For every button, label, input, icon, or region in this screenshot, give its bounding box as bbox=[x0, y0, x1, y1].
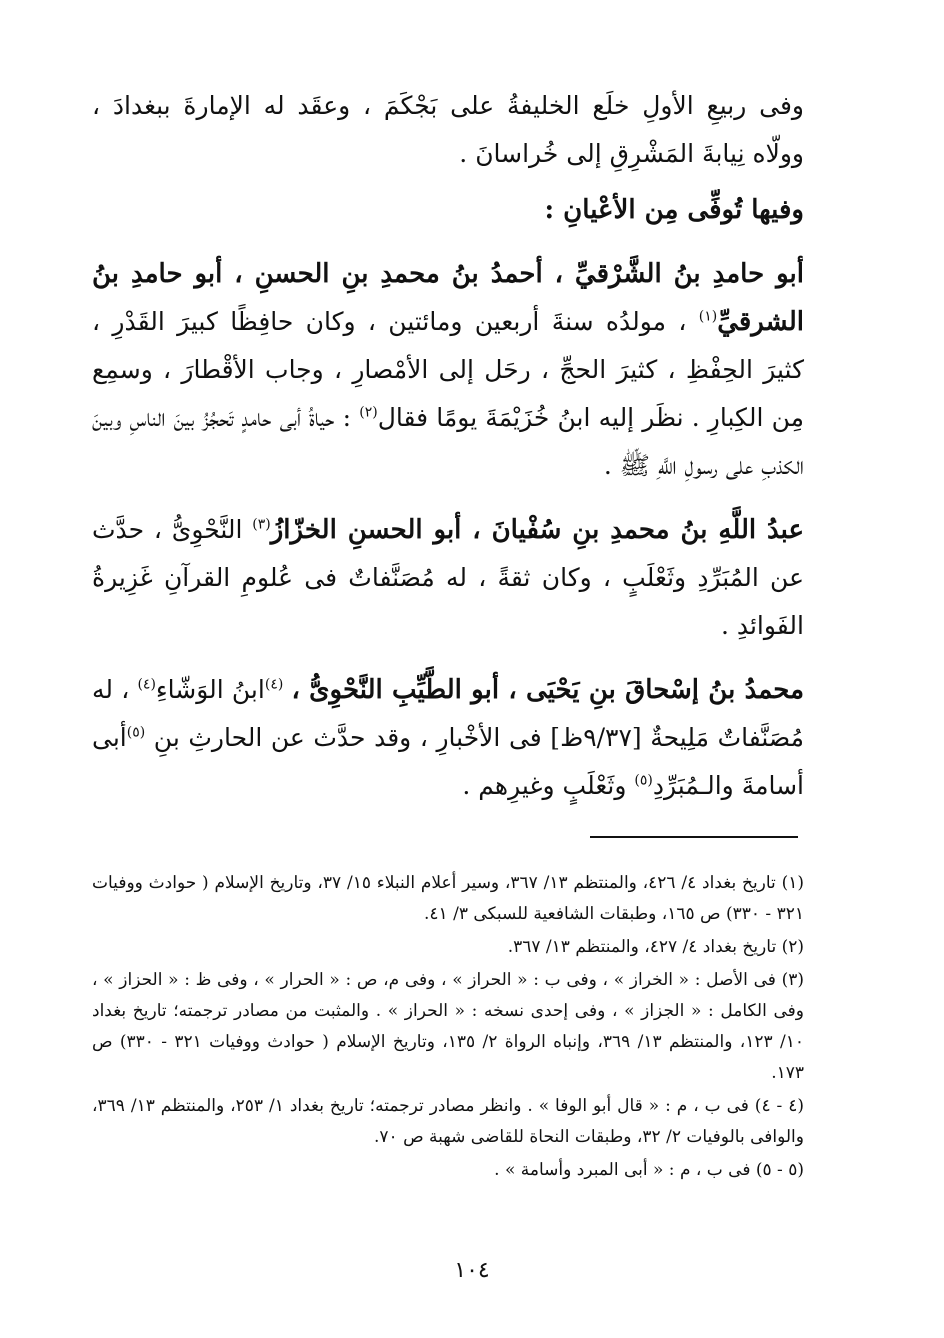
footnote: (٢) تاريخ بغداد ٤/ ٤٢٧، والمنتظم ١٣/ ٣٦٧. bbox=[507, 937, 804, 957]
footnote: (٤ - ٤) فى ب ، م : « قال أبو الوفا » . وانظر مصادر ترجمته؛ تاريخ بغداد ١/ ٢٥٣، والمنتظم ١٣/ ٣٦٩، والوافى بالوفيات ٢/ ٣٢، وطبقات النحاة للقاضى شهبة ص ٧٠. bbox=[92, 1096, 804, 1147]
footnote: (٥ - ٥) فى ب ، م : « أبى المبرد وأسامة » . bbox=[494, 1160, 804, 1180]
footnote-ref: (٤) bbox=[137, 676, 156, 693]
footnote: (٣) فى الأصل : « الخراز » ، وفى ب : « الحراز » ، وفى م، ص : « الحرار » ، وفى ظ : « الحزاز » ، وفى الكامل : « الجزاز » ، وفى إحدى نسخه : « الحراز » . والمثبت من مصادر ترجمته؛ تاريخ بغداد ١٠/ ١٢٣، والمنتظم ١٣/ ٣٦٩، وإنباه الرواة ٢/ ١٣٥، وتاريخ الإسلام ( حوادث ووفيات ٣٢١ - ٣٣٠) ص ١٧٣. bbox=[92, 970, 804, 1083]
footnote-ref: (١) bbox=[698, 308, 718, 325]
footnote-divider bbox=[590, 836, 798, 838]
footnote: (١) تاريخ بغداد ٤/ ٤٢٦، والمنتظم ١٣/ ٣٦٧، وسير أعلام النبلاء ١٥/ ٣٧، وتاريخ الإسلام ( حوادث ووفيات ٣٢١ - ٣٣٠) ص ١٦٥، وطبقات الشافعية للسبكى ٣/ ٤١. bbox=[92, 873, 804, 924]
main-text bbox=[92, 82, 804, 810]
entry-text: ، مولدُه سنةَ أربعين ومائتين ، وكان حافِظًا كبيرَ القَدْرِ ، كثيرَ الحِفْظِ ، كثيرَ الحجِّ ، رحَل إلى الأمْصارِ ، وجاب الأقْطارَ ، وسمِع مِن الكِبارِ . نظَر إليه ابنُ خُزَيْمَةَ يومًا فقال bbox=[92, 307, 804, 432]
entry-text: وثَعْلَبٍ وغيرِهم . bbox=[462, 771, 635, 800]
entry-text: : حياةُ أبى حامدٍ تَحجُزُ بينَ الناسِ وبينَ الكذبِ على رسولِ اللَّهِ ﷺ . bbox=[92, 403, 804, 480]
entry-text: أبى أسامةَ والـمُبَرِّدِ bbox=[92, 723, 804, 800]
entry-text: ابنُ الوَشّاءِ bbox=[155, 675, 265, 704]
footnote-ref: (٣) bbox=[252, 516, 271, 533]
entry-text: النَّحْوِىُّ ، حدَّث عن المُبَرِّدِ وثَعْلَبٍ ، وكان ثقةً ، له مُصَنَّفاتٌ فى عُلومِ القرآنِ غَزِيرةُ الفَوائدِ . bbox=[92, 515, 804, 640]
footnote-ref: (٥) bbox=[126, 724, 146, 741]
footnote-ref: (٢) bbox=[359, 404, 378, 421]
section-heading: وفيها تُوفِّى مِن الأعْيانِ : bbox=[544, 195, 804, 225]
footnote-ref: (٤) bbox=[264, 676, 284, 693]
footnote-ref: (٥) bbox=[634, 772, 653, 789]
person-name: أبو حامدِ بنُ الشَّرْقيِّ ، أحمدُ بنُ محمدِ بنِ الحسنِ ، أبو حامدِ بنُ الشرقيِّ bbox=[92, 259, 804, 337]
entry-text: ، له مُصَنَّفاتٌ مَلِيحةٌ [٩/٣٧ظ] فى الأخْبارِ ، وقد حدَّث عن الحارثِ بنِ bbox=[92, 675, 804, 752]
person-name: محمدُ بنُ إسْحاقَ بنِ يَحْيَى ، أبو الطَّيِّبِ النَّحْوِىُّ ، bbox=[291, 675, 805, 705]
biography-entry bbox=[92, 506, 804, 650]
biography-entry bbox=[92, 666, 804, 810]
page-number: ١٠٤ bbox=[454, 1258, 490, 1283]
person-name: عبدُ اللَّهِ بنُ محمدِ بنِ سُفْيانَ ، أبو الحسنِ الخزّازُ bbox=[270, 515, 804, 545]
biography-entry bbox=[92, 250, 804, 490]
intro-paragraph: وفى ربيعِ الأولِ خلَع الخليفةُ على بَجْكَمَ ، وعقَد له الإمارةَ ببغدادَ ، وولّاه نِيابةَ المَشْرِقِ إلى خُراسانَ . bbox=[92, 91, 804, 168]
footnotes bbox=[92, 868, 804, 1188]
